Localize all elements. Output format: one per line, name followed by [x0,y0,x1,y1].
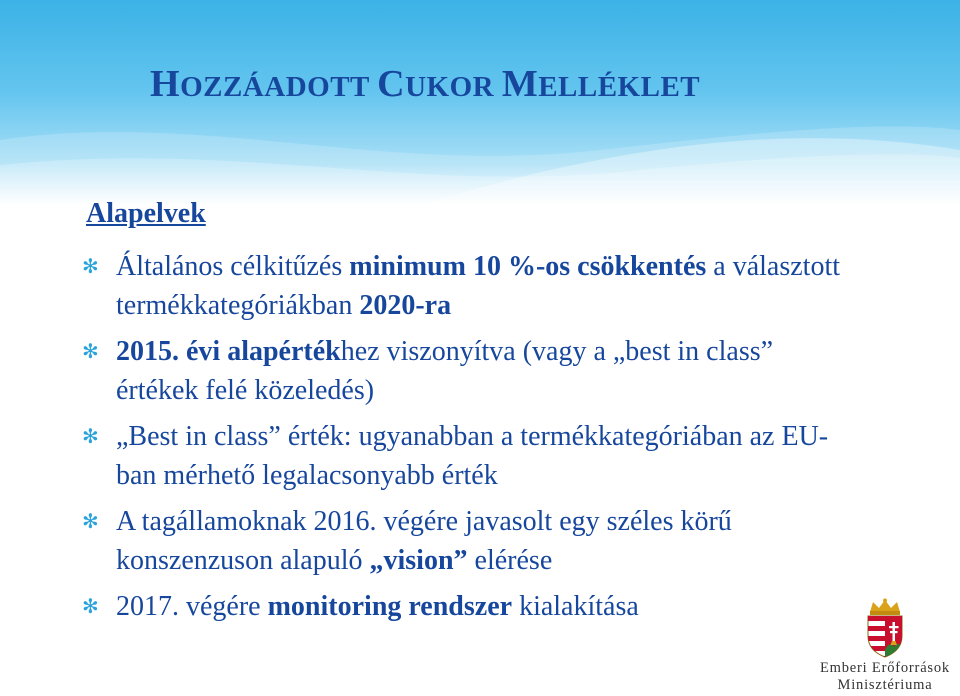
bullet-item: ✻ 2017. végére monitoring rendszer kialakítása [82,588,862,627]
bullet-item: ✻ A tagállamoknak 2016. végére javasolt egy széles körű konszenzuson alapuló „vision” elérése [82,503,862,580]
ministry-name-line2: Minisztériuma [837,677,933,693]
bullet-asterisk-icon: ✻ [82,256,99,278]
bullet-item: ✻ „Best in class” érték: ugyanabban a termékkategóriában az EU-ban mérhető legalacsonyabb érték [82,418,862,495]
slide-title: HOZZÁADOTT CUKOR MELLÉKLET [150,63,701,105]
section-heading: Alapelvek [86,198,206,229]
bullet-asterisk-icon: ✻ [82,341,99,363]
bullet-asterisk-icon: ✻ [82,596,99,618]
bullet-item: ✻ 2015. évi alapértékhez viszonyítva (vagy a „best in class” értékek felé közeledés) [82,333,862,410]
bullet-list [82,248,862,635]
ministry-logo [812,596,958,696]
slide-header-band [0,0,960,205]
hungarian-coat-of-arms-icon [860,598,910,658]
bullet-item: ✻ Általános célkitűzés minimum 10 %-os csökkentés a választott termékkategóriákban 2020-ra [82,248,862,325]
bullet-asterisk-icon: ✻ [82,426,99,448]
bullet-asterisk-icon: ✻ [82,511,99,533]
ministry-name-line1: Emberi Erőforrások [820,660,950,676]
